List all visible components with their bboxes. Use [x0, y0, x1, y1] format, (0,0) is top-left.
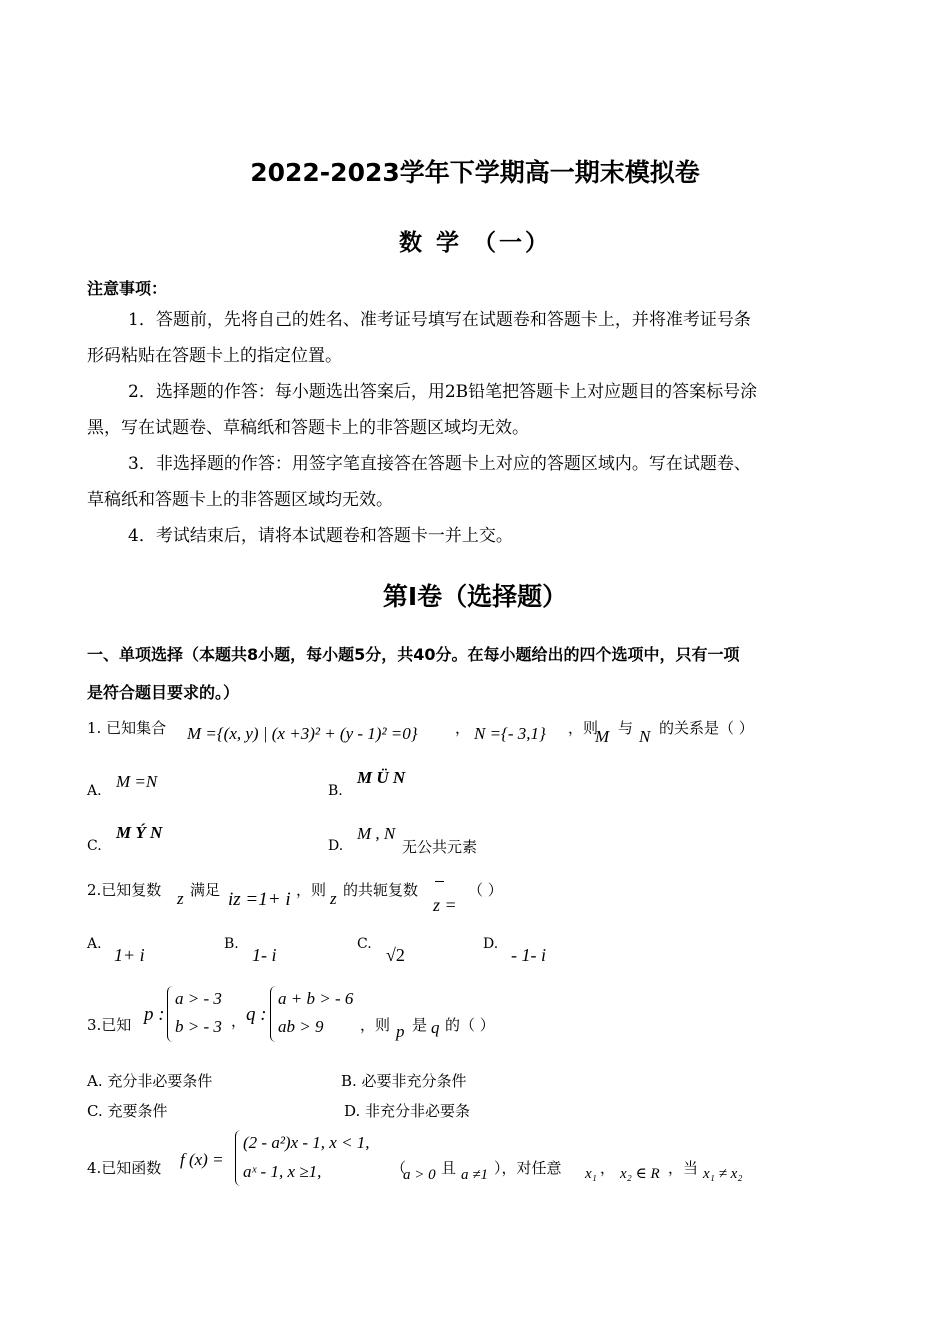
q1-set-m: M ={(x, y) | (x +3)² + (y - 1)² =0} — [187, 724, 418, 743]
q2-option-c-label: C. — [357, 936, 372, 952]
q1-prefix: 1. 已知集合 — [87, 719, 167, 737]
q2-option-d: - 1- i — [511, 945, 546, 965]
notice-item-4-line1: 4．考试结束后，请将本试题卷和答题卡一并上交。 — [128, 526, 513, 546]
q3-q: q — [431, 1018, 440, 1037]
q3-option-d: D. 非充分非必要条 — [344, 1102, 471, 1120]
q1-n: N — [639, 727, 651, 746]
q3-p-top: a > - 3 — [175, 989, 222, 1008]
notice-item-3-line2: 草稿纸和答题卡上的非答题区域均无效。 — [87, 490, 393, 510]
q2-t2: ，则 — [296, 881, 327, 899]
q3-t2: 是 — [412, 1016, 428, 1034]
q3-q-label: q : — [246, 1004, 267, 1025]
q3-p-label: p : — [144, 1004, 165, 1025]
part-description-line2: 是符合题目要求的。） — [87, 683, 240, 702]
q1-option-d-text: 无公共元素 — [402, 838, 478, 856]
q1-option-a: M =N — [116, 772, 158, 791]
q4-dang: ，当 — [668, 1159, 699, 1177]
q2-eq: iz =1+ i — [228, 889, 291, 910]
notice-item-1-line2: 形码粘贴在答题卡上的指定位置。 — [87, 346, 342, 366]
q4-c1: a > 0 — [403, 1167, 436, 1183]
q3-q-bot: ab > 9 — [278, 1017, 324, 1036]
q4-c2: a ≠1 — [461, 1167, 488, 1183]
q1-option-a-label: A. — [87, 783, 102, 799]
q3-q-top: a + b > - 6 — [278, 989, 354, 1008]
q3-tail: 的（ ） — [445, 1016, 495, 1034]
q3-p-bot: b > - 3 — [175, 1017, 222, 1036]
q2-option-d-label: D. — [483, 936, 499, 952]
q4-neq: x₁ ≠ x₂ — [703, 1166, 743, 1182]
q3-option-b: B. 必要非充分条件 — [341, 1072, 467, 1090]
q2-conjugate-bar — [435, 881, 444, 882]
section-heading: 第Ⅰ卷（选择题） — [382, 582, 568, 611]
q3-sep: ， — [231, 1012, 247, 1030]
q4-prefix: 4.已知函数 — [87, 1159, 162, 1177]
q3-p: p — [396, 1022, 405, 1041]
q2-tail: （ ） — [468, 881, 503, 899]
q2-option-c: √2 — [386, 945, 405, 965]
q2-option-a: 1+ i — [114, 945, 145, 965]
q2-z2: z — [330, 889, 337, 908]
q2-t3: 的共轭复数 — [343, 881, 419, 899]
q2-option-b-label: B. — [224, 936, 239, 952]
q4-x2: x₂ ∈ R — [620, 1166, 660, 1182]
q2-option-a-label: A. — [87, 936, 102, 952]
q1-option-d-math: M , N — [357, 824, 396, 843]
q1-option-c: M Ý N — [116, 823, 163, 842]
q2-zbar: z = — [433, 895, 457, 915]
q3-option-c: C. 充要条件 — [87, 1102, 168, 1120]
q1-option-c-label: C. — [87, 838, 102, 854]
notice-item-3-line1: 3．非选择题的作答：用签字笔直接答在答题卡上对应的答题区域内。写在试题卷、 — [128, 454, 751, 474]
q4-comma: ， — [600, 1159, 616, 1177]
notice-item-1-line1: 1．答题前，先将自己的姓名、准考证号填写在试题卷和答题卡上，并将准考证号条 — [128, 310, 751, 330]
q1-sep: ， — [455, 719, 471, 737]
q2-prefix: 2.已知复数 — [87, 881, 162, 899]
q1-tail: 的关系是（ ） — [659, 719, 754, 737]
notice-item-2-line2: 黑，写在试题卷、草稿纸和答题卡上的非答题区域均无效。 — [87, 418, 529, 438]
notice-heading: 注意事项： — [87, 279, 168, 298]
q1-option-d-label: D. — [328, 838, 344, 854]
notice-item-2-line1: 2．选择题的作答：每小题选出答案后，用2B铅笔把答题卡上对应题目的答案标号涂 — [128, 382, 758, 402]
q3-t1: ，则 — [360, 1016, 391, 1034]
exam-title: 2022-2023学年下学期高一期末模拟卷 — [250, 158, 700, 187]
q1-m: M — [595, 727, 610, 746]
exam-subject: 数 学 （一） — [398, 230, 551, 256]
q4-rp: ），对任意 — [494, 1159, 562, 1177]
q4-x1: x₁ — [585, 1166, 597, 1182]
q2-option-b: 1- i — [252, 945, 277, 965]
q4-lp: （ — [391, 1159, 407, 1177]
q4-f: f (x) = — [180, 1150, 224, 1169]
q4-top: (2 - a²)x - 1, x < 1, — [243, 1133, 370, 1152]
q2-t1: 满足 — [190, 881, 221, 899]
q1-set-n: N ={- 3,1} — [474, 724, 546, 743]
q3-option-a: A. 充分非必要条件 — [87, 1072, 213, 1090]
q1-mid: ，则 — [568, 719, 599, 737]
q4-bot: aˣ - 1, x ≥1, — [243, 1162, 322, 1181]
q4-and: 且 — [441, 1159, 457, 1177]
q2-z1: z — [177, 889, 184, 908]
q1-yu: 与 — [618, 719, 634, 737]
q1-option-b: M Ü N — [357, 768, 406, 787]
q1-option-b-label: B. — [328, 783, 343, 799]
part-description-line1: 一、单项选择（本题共8小题，每小题5分，共40分。在每小题给出的四个选项中，只有一项 — [87, 645, 740, 664]
q3-prefix: 3.已知 — [87, 1016, 132, 1034]
